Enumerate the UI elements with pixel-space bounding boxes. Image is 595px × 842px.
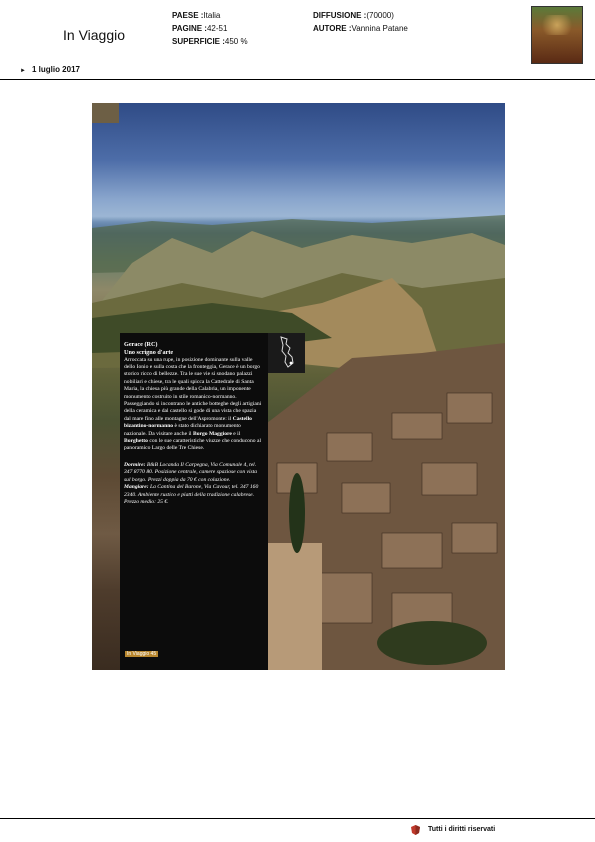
bold-1: Castello bizantino-normanno	[124, 415, 252, 430]
rights-notice: Tutti i diritti riservati	[428, 826, 496, 833]
body-2: è stato dichiarato monumento nazionale. Da visitare anche il	[124, 423, 241, 437]
pagine-value: 42-51	[206, 24, 228, 33]
subtitle: Uno scrigno d'arte	[124, 348, 174, 356]
bold-3: Borghetto	[124, 438, 148, 445]
body-paragraph	[124, 357, 264, 453]
pagine-label: PAGINE :	[172, 24, 207, 33]
place-heading: Gerace (RC)	[124, 341, 158, 348]
body-3: e il	[233, 430, 241, 437]
mangiare-text: La Cantina del Barone, Via Cavour, tel. 347 160 2340. Ambiente rustico e piatti della tradizione calabrese. Prezzo medio: 25 €.	[124, 484, 259, 505]
body-4: con le sue caratteristiche viuzze che conducono al panoramico Largo delle Tre Chiese.	[124, 438, 262, 452]
autore-value: Vannina Patane	[351, 24, 408, 33]
mangiare-paragraph	[124, 484, 264, 506]
publication-title: In Viaggio	[63, 27, 126, 43]
map-outline-icon	[273, 336, 300, 370]
meta-right	[313, 9, 408, 35]
mangiare-label: Mangiare:	[124, 484, 149, 491]
bold-2: Borgo Maggiore	[192, 430, 232, 437]
superficie-label: SUPERFICIE :	[172, 37, 225, 46]
header-rule	[0, 79, 595, 80]
cover-thumbnail	[531, 6, 583, 64]
calabria-map	[268, 333, 305, 373]
footer-rule	[0, 818, 595, 819]
dormire-text: B&B Locanda Il Carpegna, Via Comunale 4, tel. 347 8770 80. Posizione centrale, camere spaziose con vista sul borgo. Prezzi doppia da 70 € con colazione.	[124, 461, 258, 483]
superficie-value: 450 %	[224, 37, 248, 46]
triangle-icon: ►	[20, 68, 26, 74]
issue-date	[20, 65, 80, 74]
diffusione-value: (70000)	[366, 11, 394, 20]
page-label: In Viaggio 45	[127, 651, 157, 657]
diffusione-label: DIFFUSIONE :	[313, 11, 367, 20]
photo-corner-mark	[92, 103, 119, 123]
date-text: 1 luglio 2017	[31, 65, 80, 74]
article-text	[124, 341, 264, 506]
paese-value: Italia	[203, 11, 221, 20]
shield-icon	[411, 825, 420, 835]
body-1: Arroccata su una rupe, in posizione dominante sulla valle dello Ionio e sulla costa che la fronteggia, Gerace è un borgo storico ricco di bellezze. Tra le sue vie si snodano palazzi nobiliari e chiese, tra le quali spicca la Cattedrale di Santa Maria, la chiesa più grande della Calabria, un imponente monumento costruito in stile romanico-normanno. Passeggiando si incontrano le antiche botteghe degli artigiani della ceramica e dal castello si gode di una vista che spazia dal mare fino alle montagne dell'Aspromonte: il	[124, 356, 262, 422]
paese-label: PAESE :	[172, 11, 204, 20]
dormire-label: Dormire:	[124, 461, 146, 468]
meta-left	[172, 9, 248, 48]
dormire-paragraph	[124, 462, 264, 484]
autore-label: AUTORE :	[313, 24, 352, 33]
